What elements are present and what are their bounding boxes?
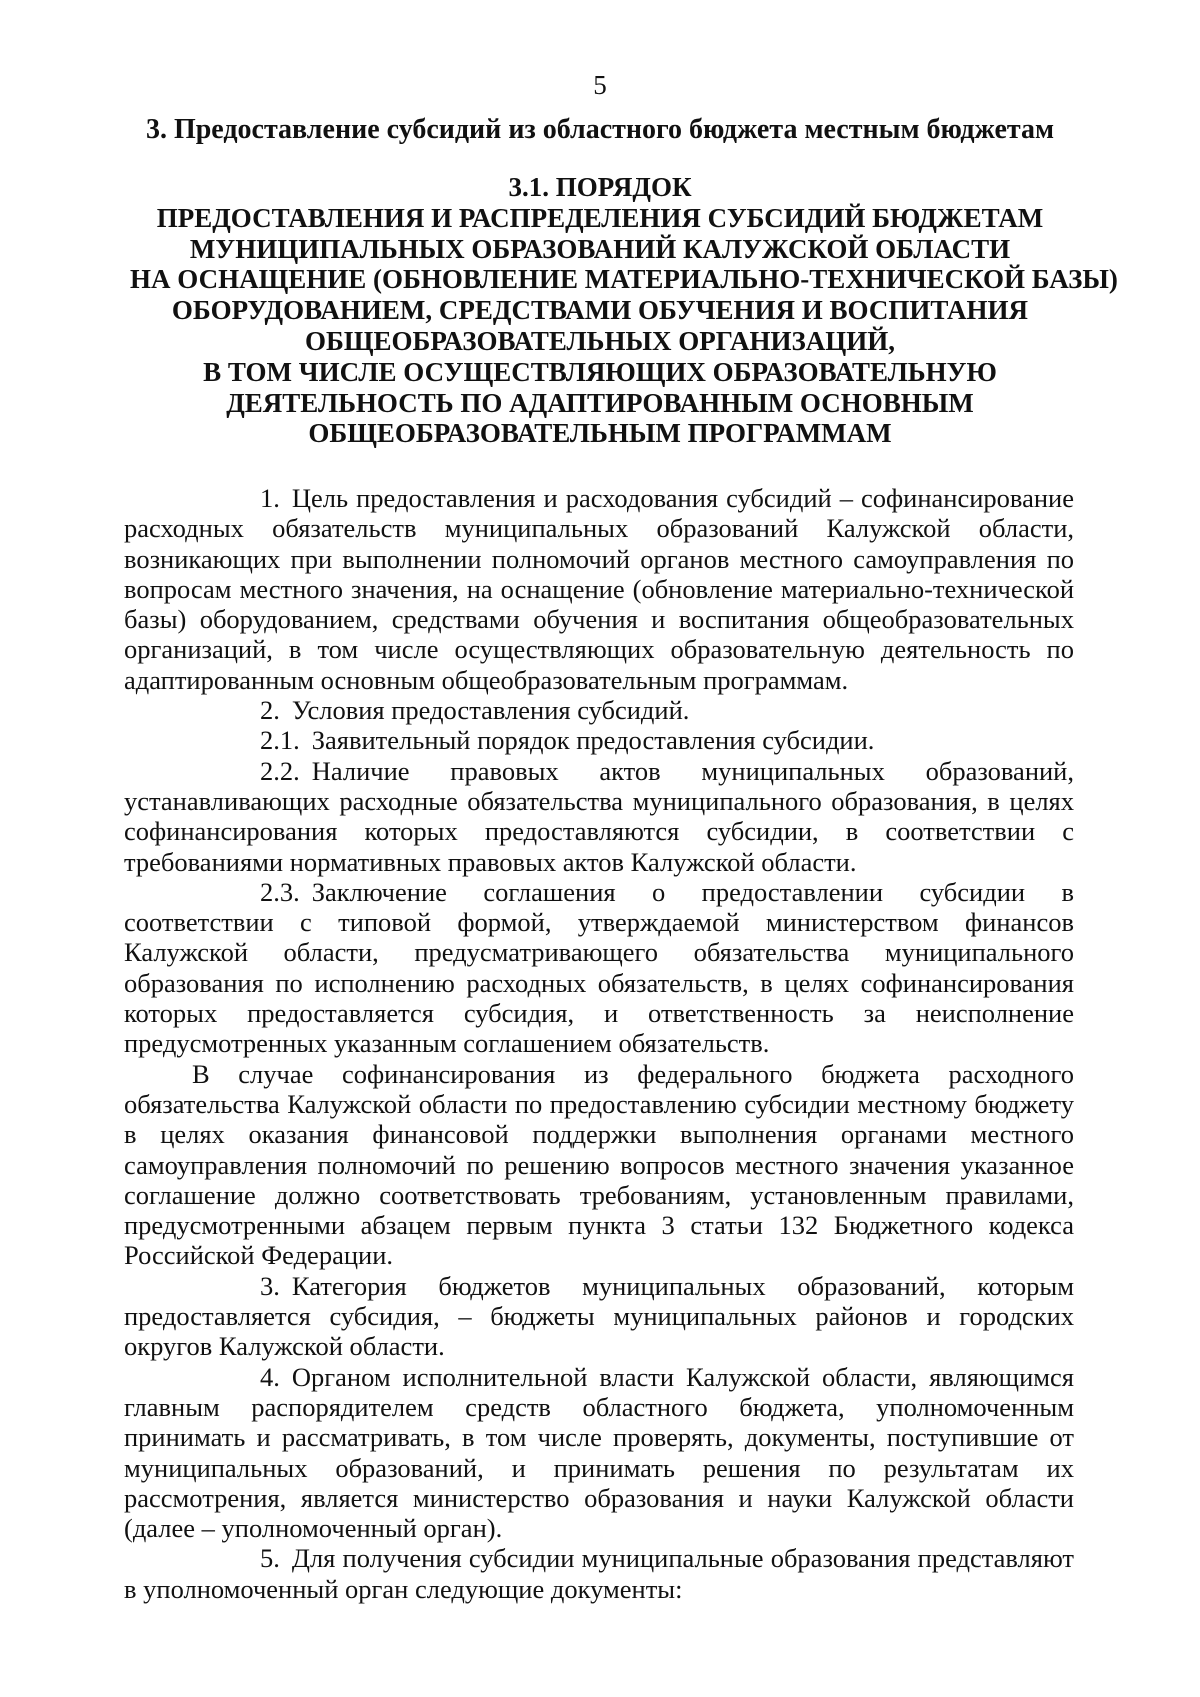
paragraph-number: 2.3. bbox=[260, 876, 300, 907]
title-line: ОБЩЕОБРАЗОВАТЕЛЬНЫХ ОРГАНИЗАЦИЙ, bbox=[304, 325, 896, 356]
title-line: НА ОСНАЩЕНИЕ (ОБНОВЛЕНИЕ МАТЕРИАЛЬНО-ТЕХНИЧЕСКОЙ БАЗЫ) bbox=[130, 264, 1118, 295]
paragraph-text: Заключение соглашения о предоставлении субсидии в соответствии с типовой формой, утверждаемой министерством финансов Калужской области, предусматривающего обязательства муниципального образования по исполнению расходных обязательств, в целях софинансирования которых предоставляется субсидия, и ответственность за неисполнение предусмотренных указанным соглашением обязательств. bbox=[124, 876, 1074, 1059]
paragraph-2-2 bbox=[124, 756, 1074, 877]
title-block bbox=[130, 172, 1118, 449]
paragraph-3 bbox=[124, 1271, 1074, 1362]
paragraph-1 bbox=[124, 483, 1074, 695]
paragraph-2 bbox=[124, 695, 1074, 725]
title-line: 3.1. ПОРЯДОК bbox=[508, 172, 692, 202]
paragraph-number: 3. bbox=[260, 1270, 280, 1301]
paragraph-number: 2.2. bbox=[260, 755, 300, 786]
title-line: ПРЕДОСТАВЛЕНИЯ И РАСПРЕДЕЛЕНИЯ СУБСИДИЙ БЮДЖЕТАМ bbox=[156, 202, 1044, 233]
paragraph-2-1 bbox=[124, 725, 1074, 755]
body-text bbox=[124, 483, 1074, 1604]
paragraph-text: Цель предоставления и расходования субсидий – софинансирование расходных обязательств муниципальных образований Калужской области, возникающих при выполнении полномочий органов местного самоуправления по вопросам местного значения, на оснащение (обновление материально-технической базы) оборудованием, средствами обучения и воспитания общеобразовательных организаций, в том числе осуществляющих образовательную деятельность по адаптированным основным общеобразовательным программам. bbox=[124, 483, 1074, 695]
paragraph-number: 4. bbox=[260, 1361, 280, 1392]
title-line: В ТОМ ЧИСЛЕ ОСУЩЕСТВЛЯЮЩИХ ОБРАЗОВАТЕЛЬНУЮ bbox=[203, 356, 997, 387]
paragraph-text: В случае софинансирования из федерального бюджета расходного обязательства Калужской области по предоставлению субсидии местному бюджету в целях оказания финансовой поддержки выполнения органами местного самоуправления полномочий по решению вопросов местного значения указанное соглашение должно соответствовать требованиям, установленным правилами, предусмотренными абзацем первым пункта 3 статьи 132 Бюджетного кодекса Российской Федерации. bbox=[124, 1058, 1074, 1271]
paragraph-5 bbox=[124, 1543, 1074, 1604]
title-line: МУНИЦИПАЛЬНЫХ ОБРАЗОВАНИЙ КАЛУЖСКОЙ ОБЛАСТИ bbox=[189, 233, 1011, 264]
paragraph-text: Условия предоставления субсидий. bbox=[291, 695, 690, 726]
paragraph-text: Органом исполнительной власти Калужской области, являющимся главным распорядителем средств областного бюджета, уполномоченным принимать и рассматривать, в том числе проверять, документы, поступившие от муниципальных образований, и принимать решения по результатам их рассмотрения, является министерство образования и науки Калужской области (далее – уполномоченный орган). bbox=[124, 1361, 1074, 1544]
title-line: ОБЩЕОБРАЗОВАТЕЛЬНЫМ ПРОГРАММАМ bbox=[308, 418, 892, 449]
paragraph-text: Наличие правовых актов муниципальных образований, устанавливающих расходные обязательства муниципального образования, в целях софинансирования которых предоставляются субсидии, в соответствии с требованиями нормативных правовых актов Калужской области. bbox=[124, 755, 1074, 877]
title-line: ОБОРУДОВАНИЕМ, СРЕДСТВАМИ ОБУЧЕНИЯ И ВОСПИТАНИЯ bbox=[171, 295, 1029, 326]
paragraph-number: 1. bbox=[260, 483, 280, 513]
paragraph-text: Категория бюджетов муниципальных образований, которым предоставляется субсидия, – бюджеты муниципальных районов и городских округов Калужской области. bbox=[124, 1270, 1074, 1362]
title-line: ДЕЯТЕЛЬНОСТЬ ПО АДАПТИРОВАННЫМ ОСНОВНЫМ bbox=[226, 387, 974, 418]
paragraph-2-3 bbox=[124, 877, 1074, 1059]
paragraph-number: 2.1. bbox=[260, 725, 300, 756]
paragraph-number: 2. bbox=[260, 695, 280, 726]
page-number: 5 bbox=[593, 70, 607, 100]
paragraph-text: Заявительный порядок предоставления субсидии. bbox=[311, 725, 875, 756]
paragraph-federal-cofinancing bbox=[124, 1059, 1074, 1271]
section-heading: 3. Предоставление субсидий из областного бюджета местным бюджетам bbox=[145, 114, 1055, 145]
paragraph-4 bbox=[124, 1362, 1074, 1544]
paragraph-number: 5. bbox=[260, 1543, 280, 1574]
paragraph-text: Для получения субсидии муниципальные образования представляют в уполномоченный орган следующие документы: bbox=[124, 1543, 1074, 1604]
